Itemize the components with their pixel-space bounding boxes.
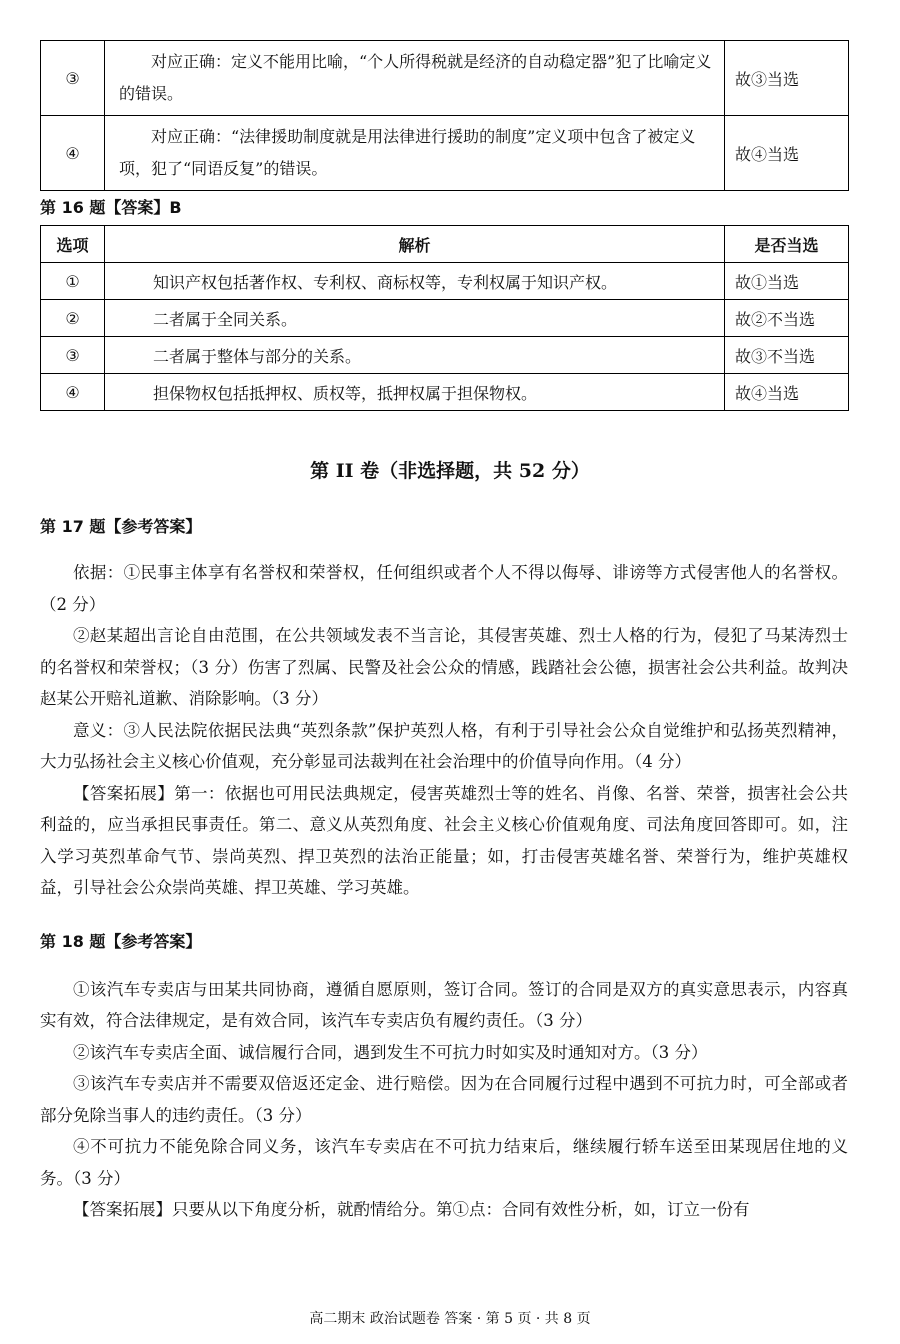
table-row [41, 116, 849, 191]
q17-heading: 第 17 题【参考答案】 [40, 517, 202, 536]
q16-answer-table [40, 225, 849, 411]
q18-paragraph: 【答案拓展】只要从以下角度分析，就酌情给分。第①点：合同有效性分析，如，订立一份有 [73, 1200, 750, 1219]
analysis-text: 对应正确：“法律援助制度就是用法律进行援助的制度”定义项中包含了被定义项，犯了“同语反复”的错误。 [105, 116, 725, 191]
option-number: ① [41, 263, 105, 300]
table-row [41, 263, 849, 300]
table-row [41, 337, 849, 374]
section-title: 第 II 卷（非选择题，共 52 分） [310, 460, 590, 482]
table-row [41, 374, 849, 411]
selection-result: 故②不当选 [725, 300, 849, 337]
q18-paragraph: ①该汽车专卖店与田某共同协商，遵循自愿原则，签订合同。签订的合同是双方的真实意思表示，内容真实有效，符合法律规定，是有效合同，该汽车专卖店负有履约责任。（3 分） [40, 979, 848, 1030]
q18-paragraph: ②该汽车专卖店全面、诚信履行合同，遇到发生不可抗力时如实及时通知对方。（3 分） [73, 1042, 708, 1062]
selection-result: 故④当选 [725, 374, 849, 411]
column-header-option: 选项 [41, 226, 105, 263]
q18-paragraph: ④不可抗力不能免除合同义务，该汽车专卖店在不可抗力结束后，继续履行轿车送至田某现居住地的义务。（3 分） [40, 1137, 848, 1188]
option-number: ② [41, 300, 105, 337]
table-header-row [41, 226, 849, 263]
q16-heading: 第 16 题【答案】B [40, 198, 182, 217]
column-header-selected: 是否当选 [725, 226, 849, 263]
selection-result: 故③当选 [725, 41, 849, 116]
column-header-analysis: 解析 [105, 226, 725, 263]
analysis-text: 对应正确：定义不能用比喻，“个人所得税就是经济的自动稳定器”犯了比喻定义的错误。 [105, 41, 725, 116]
option-number: ③ [41, 337, 105, 374]
analysis-text: 担保物权包括抵押权、质权等，抵押权属于担保物权。 [105, 374, 725, 411]
option-number: ③ [41, 41, 105, 116]
q17-paragraph: 【答案拓展】第一：依据也可用民法典规定，侵害英雄烈士等的姓名、肖像、名誉、荣誉，损害社会公共利益的，应当承担民事责任。第二、意义从英烈角度、社会主义核心价值观角度、司法角度回答即可。如，注入学习英烈革命气节、崇尚英烈、捍卫英烈的法治正能量；如，打击侵害英雄名誉、荣誉行为，维护英雄权益，引导社会公众崇尚英雄、捍卫英雄、学习英雄。 [40, 783, 848, 897]
q17-paragraph: ②赵某超出言论自由范围，在公共领域发表不当言论，其侵害英雄、烈士人格的行为，侵犯了马某涛烈士的名誉权和荣誉权；（3 分）伤害了烈属、民警及社会公众的情感，践踏社会公德，损害社会公共利益。故判决赵某公开赔礼道歉、消除影响。（3 分） [40, 626, 848, 708]
option-number: ④ [41, 374, 105, 411]
selection-result: 故①当选 [725, 263, 849, 300]
document-page [40, 0, 860, 1226]
answer-table-continued [40, 40, 849, 191]
analysis-text: 二者属于全同关系。 [105, 300, 725, 337]
table-row [41, 41, 849, 116]
q18-heading: 第 18 题【参考答案】 [40, 931, 202, 951]
q17-paragraph: 意义：③人民法院依据民法典“英烈条款”保护英烈人格，有利于引导社会公众自觉维护和弘扬英烈精神，大力弘扬社会主义核心价值观，充分彰显司法裁判在社会治理中的价值导向作用。（4 分） [40, 720, 848, 771]
analysis-text: 二者属于整体与部分的关系。 [105, 337, 725, 374]
analysis-text: 知识产权包括著作权、专利权、商标权等，专利权属于知识产权。 [105, 263, 725, 300]
option-number: ④ [41, 116, 105, 191]
selection-result: 故④当选 [725, 116, 849, 191]
page-footer: 高二期末 政治试题卷 答案 · 第 5 页 · 共 8 页 [309, 1311, 591, 1327]
selection-result: 故③不当选 [725, 337, 849, 374]
table-row [41, 300, 849, 337]
q17-paragraph: 依据：①民事主体享有名誉权和荣誉权，任何组织或者个人不得以侮辱、诽谤等方式侵害他人的名誉权。（2 分） [40, 563, 848, 614]
q18-paragraph: ③该汽车专卖店并不需要双倍返还定金、进行赔偿。因为在合同履行过程中遇到不可抗力时，可全部或者部分免除当事人的违约责任。（3 分） [40, 1074, 848, 1125]
